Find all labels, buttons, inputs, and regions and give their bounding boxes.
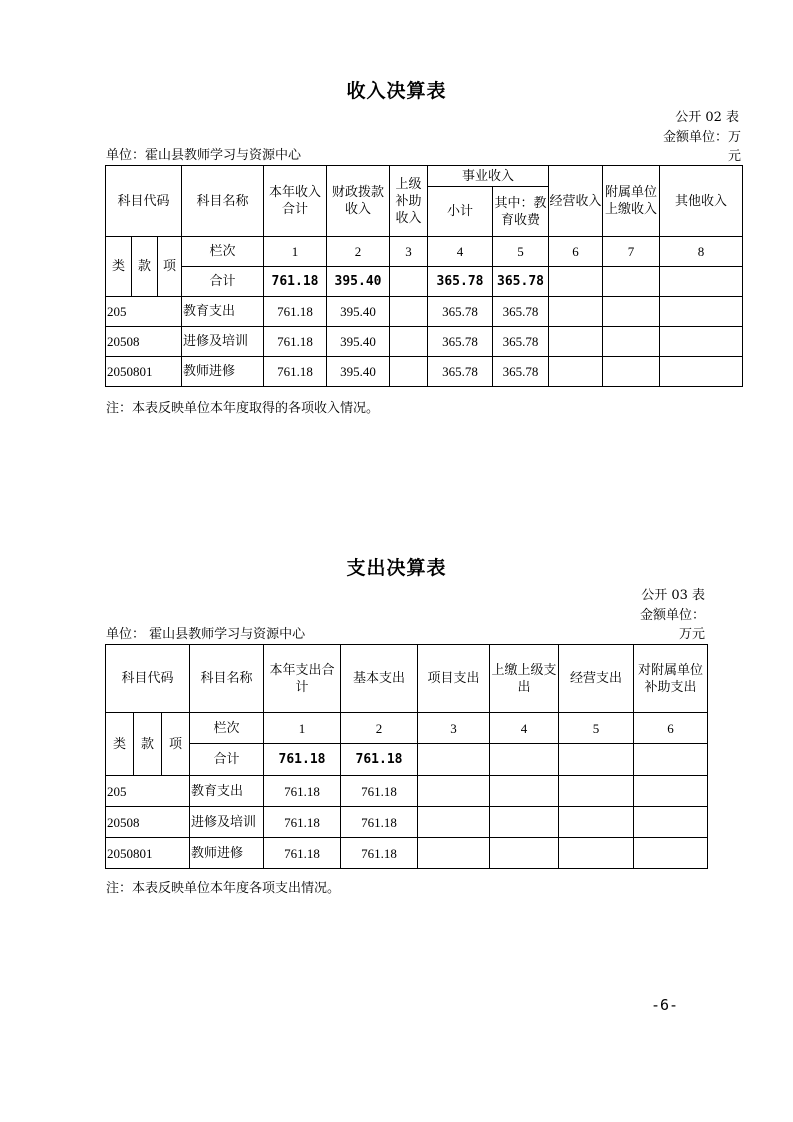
income-amount-unit-line1: 金额单位：万	[662, 130, 741, 145]
row-fiscal: 395.40	[327, 297, 390, 327]
row-other	[660, 297, 743, 327]
sum-total: 761.18	[264, 744, 341, 776]
row-name: 教育支出	[182, 297, 264, 327]
sum-project	[418, 744, 490, 776]
income-note: 注：本表反映单位本年度取得的各项收入情况。	[106, 401, 380, 416]
table-row	[106, 838, 708, 869]
col-index-1: 1	[264, 713, 341, 744]
expense-title: 支出决算表	[346, 557, 447, 579]
row-edu-fee: 365.78	[493, 357, 549, 387]
header-lanci: 栏次	[182, 237, 264, 267]
row-business	[559, 807, 634, 838]
header-affiliated-subsidy: 对附属单位补助支出	[634, 645, 708, 713]
page-number: -6-	[651, 996, 679, 1014]
row-other	[660, 327, 743, 357]
row-project	[418, 807, 490, 838]
row-upper	[390, 297, 428, 327]
row-code: 20508	[106, 327, 182, 357]
row-upper	[490, 807, 559, 838]
row-affiliated	[634, 807, 708, 838]
col-index-5: 5	[559, 713, 634, 744]
header-xiang: 项	[158, 237, 182, 297]
row-subtotal: 365.78	[428, 327, 493, 357]
col-index-3: 3	[390, 237, 428, 267]
row-affiliated	[603, 297, 660, 327]
header-kuan: 款	[134, 713, 162, 776]
row-upper	[490, 776, 559, 807]
row-upper	[390, 327, 428, 357]
header-subject-code: 科目代码	[106, 166, 182, 237]
sum-total: 761.18	[264, 267, 327, 297]
row-upper	[390, 357, 428, 387]
header-subject-name: 科目名称	[182, 166, 264, 237]
income-org-name: 单位：霍山县教师学习与资源中心	[106, 148, 302, 163]
header-subject-name: 科目名称	[190, 645, 264, 713]
header-lei: 类	[106, 237, 132, 297]
sum-label: 合计	[182, 267, 264, 297]
header-upper-subsidy: 上级补助收入	[390, 166, 428, 237]
col-index-2: 2	[341, 713, 418, 744]
row-edu-fee: 365.78	[493, 297, 549, 327]
row-total: 761.18	[264, 357, 327, 387]
header-upper-expense: 上缴上级支出	[490, 645, 559, 713]
row-affiliated	[603, 327, 660, 357]
sum-upper	[490, 744, 559, 776]
row-basic: 761.18	[341, 807, 418, 838]
header-other-income: 其他收入	[660, 166, 743, 237]
sum-upper	[390, 267, 428, 297]
expense-sum-row	[106, 744, 708, 776]
row-edu-fee: 365.78	[493, 327, 549, 357]
row-total: 761.18	[264, 297, 327, 327]
row-total: 761.18	[264, 776, 341, 807]
table-row	[106, 807, 708, 838]
row-business	[559, 838, 634, 869]
row-subtotal: 365.78	[428, 357, 493, 387]
income-amount-unit-line2: 元	[727, 149, 741, 164]
col-index-7: 7	[603, 237, 660, 267]
row-name: 进修及培训	[182, 327, 264, 357]
col-index-4: 4	[428, 237, 493, 267]
header-fiscal-income: 财政拨款收入	[327, 166, 390, 237]
col-index-5: 5	[493, 237, 549, 267]
row-name: 进修及培训	[190, 807, 264, 838]
row-project	[418, 776, 490, 807]
expense-amount-unit-line2: 万元	[678, 627, 705, 642]
col-index-4: 4	[490, 713, 559, 744]
sum-business	[559, 744, 634, 776]
table-row	[106, 327, 743, 357]
header-total-income: 本年收入合计	[264, 166, 327, 237]
col-index-1: 1	[264, 237, 327, 267]
income-table-code: 公开 02 表	[675, 110, 739, 125]
row-total: 761.18	[264, 838, 341, 869]
row-fiscal: 395.40	[327, 327, 390, 357]
income-table	[105, 165, 743, 387]
header-subject-code: 科目代码	[106, 645, 190, 713]
row-other	[660, 357, 743, 387]
header-total-expense: 本年支出合计	[264, 645, 341, 713]
row-code: 20508	[106, 807, 190, 838]
expense-amount-unit-line1: 金额单位：	[639, 608, 705, 623]
row-basic: 761.18	[341, 838, 418, 869]
row-subtotal: 365.78	[428, 297, 493, 327]
row-code: 205	[106, 297, 182, 327]
row-affiliated	[634, 838, 708, 869]
row-basic: 761.18	[341, 776, 418, 807]
header-xiang: 项	[162, 713, 190, 776]
row-fiscal: 395.40	[327, 357, 390, 387]
col-index-3: 3	[418, 713, 490, 744]
sum-edu-fee: 365.78	[493, 267, 549, 297]
expense-note: 注：本表反映单位本年度各项支出情况。	[106, 881, 341, 896]
table-row	[106, 357, 743, 387]
sum-affiliated	[634, 744, 708, 776]
income-sum-row	[106, 267, 743, 297]
row-business	[549, 297, 603, 327]
table-row	[106, 776, 708, 807]
header-subtotal: 小计	[428, 187, 493, 237]
row-upper	[490, 838, 559, 869]
header-kuan: 款	[132, 237, 158, 297]
row-name: 教师进修	[190, 838, 264, 869]
row-project	[418, 838, 490, 869]
header-basic-expense: 基本支出	[341, 645, 418, 713]
row-code: 2050801	[106, 838, 190, 869]
header-lanci: 栏次	[190, 713, 264, 744]
col-index-6: 6	[549, 237, 603, 267]
header-affiliated-income: 附属单位上缴收入	[603, 166, 660, 237]
row-total: 761.18	[264, 807, 341, 838]
col-index-6: 6	[634, 713, 708, 744]
sum-subtotal: 365.78	[428, 267, 493, 297]
header-business-expense: 经营支出	[559, 645, 634, 713]
row-affiliated	[603, 357, 660, 387]
row-total: 761.18	[264, 327, 327, 357]
header-career-income: 事业收入	[428, 166, 549, 187]
expense-table	[105, 644, 708, 869]
sum-fiscal: 395.40	[327, 267, 390, 297]
header-project-expense: 项目支出	[418, 645, 490, 713]
row-affiliated	[634, 776, 708, 807]
header-edu-fee: 其中：教育收费	[493, 187, 549, 237]
sum-business	[549, 267, 603, 297]
sum-other	[660, 267, 743, 297]
header-business-income: 经营收入	[549, 166, 603, 237]
table-row	[106, 297, 743, 327]
row-name: 教育支出	[190, 776, 264, 807]
row-code: 2050801	[106, 357, 182, 387]
income-title: 收入决算表	[346, 80, 447, 102]
sum-label: 合计	[190, 744, 264, 776]
expense-org-name: 单位： 霍山县教师学习与资源中心	[106, 627, 306, 642]
col-index-8: 8	[660, 237, 743, 267]
col-index-2: 2	[327, 237, 390, 267]
row-business	[549, 357, 603, 387]
row-name: 教师进修	[182, 357, 264, 387]
row-business	[549, 327, 603, 357]
sum-basic: 761.18	[341, 744, 418, 776]
header-lei: 类	[106, 713, 134, 776]
row-business	[559, 776, 634, 807]
sum-affiliated	[603, 267, 660, 297]
row-code: 205	[106, 776, 190, 807]
expense-table-code: 公开 03 表	[641, 588, 705, 603]
